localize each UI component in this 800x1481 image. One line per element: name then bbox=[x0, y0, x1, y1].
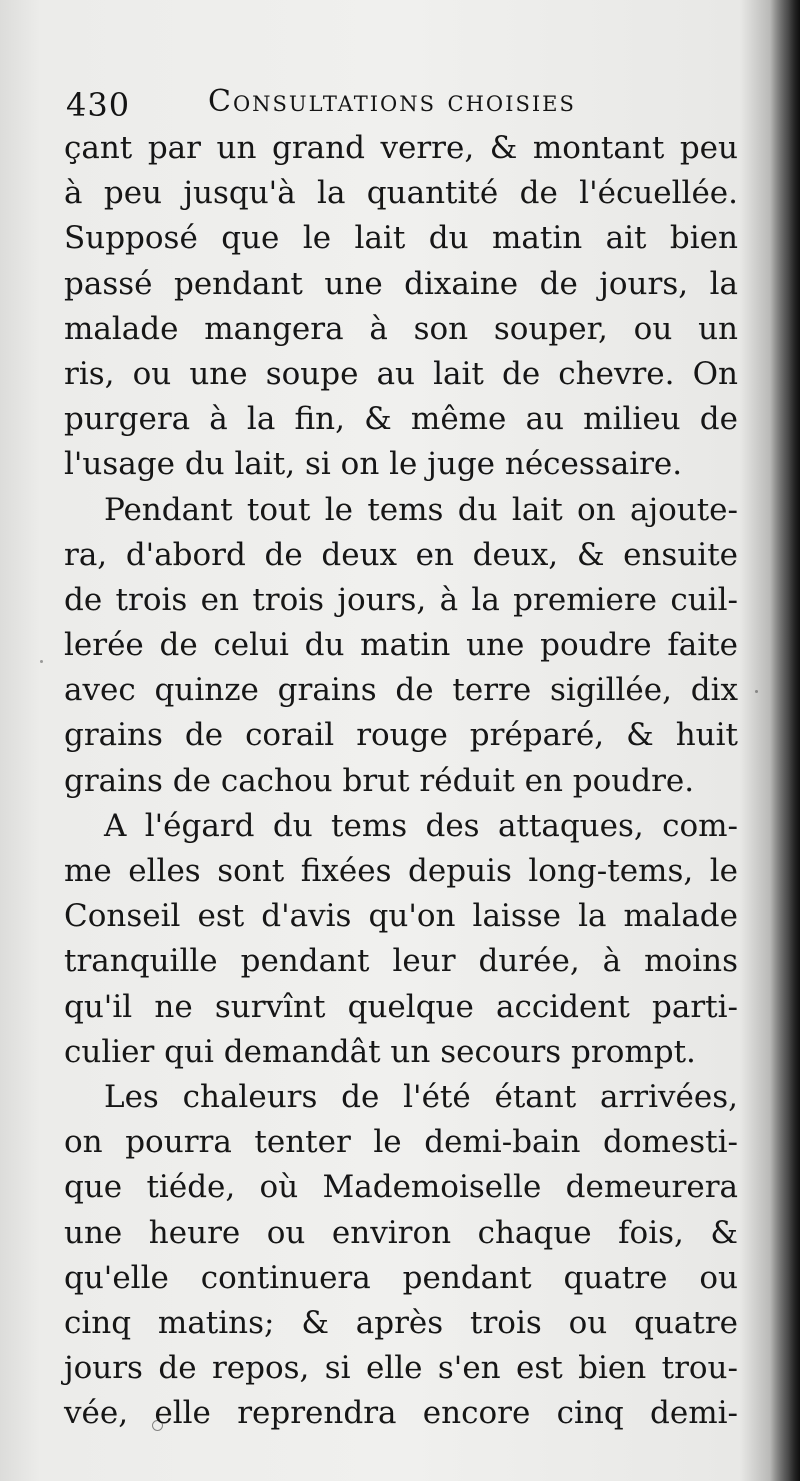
text-line: me elles sont fixées depuis long-tems, le bbox=[64, 853, 738, 889]
text-line: culier qui demandât un secours prompt. bbox=[64, 1033, 696, 1070]
ink-speck bbox=[755, 690, 758, 693]
text-line: cinq matins; & après trois ou quatre bbox=[64, 1304, 738, 1341]
text-line: l'usage du lait, si on le juge nécessaire. bbox=[64, 446, 683, 483]
text-line: purgera à la fin, & même au milieu de bbox=[64, 401, 738, 438]
text-line: on pourra tenter le demi-bain domesti- bbox=[64, 1124, 738, 1161]
ink-speck bbox=[40, 660, 43, 663]
page-number: 430 bbox=[66, 86, 131, 124]
body-text bbox=[64, 126, 738, 1436]
text-line: çant par un grand verre, & montant peu bbox=[64, 130, 738, 166]
ink-speck bbox=[152, 1420, 163, 1431]
text-line: passé pendant une dixaine de jours, la bbox=[64, 265, 738, 302]
text-line: Conseil est d'avis qu'on laisse la malade bbox=[64, 898, 738, 935]
paragraph-start-line: Pendant tout le tems du lait on ajoute- bbox=[104, 491, 738, 528]
text-line: vée, elle reprendra encore cinq demi- bbox=[64, 1395, 738, 1432]
text-line: grains de corail rouge préparé, & huit bbox=[64, 717, 738, 754]
text-line: malade mangera à son souper, ou un bbox=[64, 310, 738, 347]
binding-shadow bbox=[770, 0, 800, 1481]
text-line: que tiéde, où Mademoiselle demeurera bbox=[64, 1169, 738, 1206]
text-line: de trois en trois jours, à la premiere cuil- bbox=[64, 581, 738, 618]
page-header bbox=[66, 80, 746, 130]
running-title: Consultations choisies bbox=[208, 84, 576, 119]
text-line: grains de cachou brut réduit en poudre. bbox=[64, 762, 695, 799]
text-line: qu'elle continuera pendant quatre ou bbox=[64, 1259, 738, 1296]
text-line: ra, d'abord de deux en deux, & ensuite bbox=[64, 536, 738, 573]
text-line: Supposé que le lait du matin ait bien bbox=[64, 220, 738, 257]
paragraph-start-line: Les chaleurs de l'été étant arrivées, bbox=[104, 1078, 738, 1115]
paragraph-start-line: A l'égard du tems des attaques, com- bbox=[104, 807, 738, 844]
text-line: à peu jusqu'à la quantité de l'écuellée. bbox=[64, 175, 738, 212]
text-line: avec quinze grains de terre sigillée, dix bbox=[64, 672, 738, 709]
text-line: ris, ou une soupe au lait de chevre. On bbox=[64, 355, 738, 392]
text-line: une heure ou environ chaque fois, & bbox=[64, 1214, 738, 1251]
text-line: lerée de celui du matin une poudre faite bbox=[64, 627, 738, 664]
text-line: qu'il ne survînt quelque accident parti- bbox=[64, 988, 738, 1025]
text-line: tranquille pendant leur durée, à moins bbox=[64, 943, 738, 980]
text-line: jours de repos, si elle s'en est bien trou- bbox=[64, 1350, 738, 1387]
